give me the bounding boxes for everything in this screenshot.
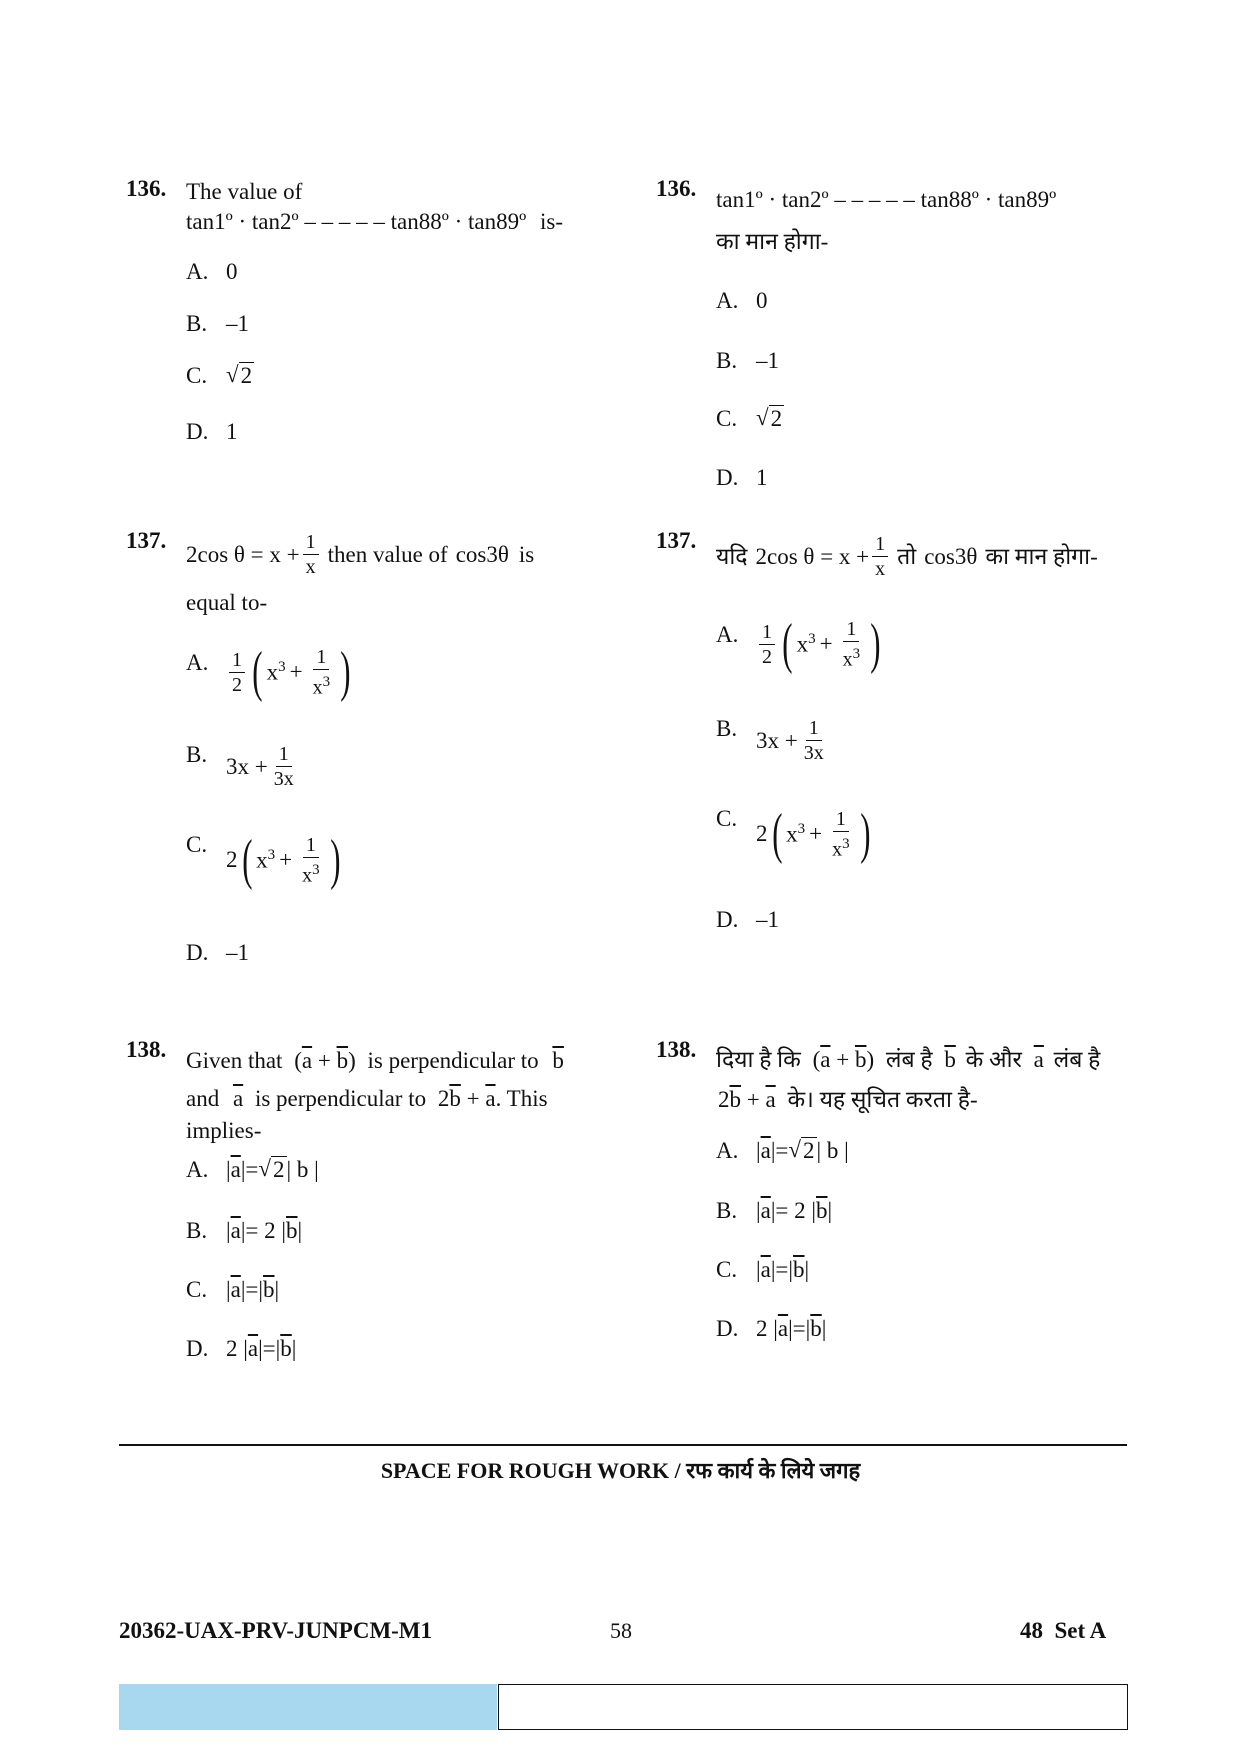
q138-hi-given: दिया है कि [716, 1047, 801, 1072]
q137-option-a-hi[interactable] [716, 613, 885, 675]
option-letter: A. [186, 650, 209, 675]
vector-b: $\overline{b}$ [944, 1047, 956, 1072]
sqrt-radicand: 2 [240, 363, 253, 388]
option-letter: C. [186, 1277, 208, 1302]
q137-stem-hi-to: तो [897, 543, 917, 569]
q136-number-hi: 136. [656, 176, 697, 201]
vector-b: $\overline{b}$ [810, 1316, 822, 1341]
sqrt-radicand: 2 [803, 1138, 815, 1163]
q138-hi-tail: के। यह सूचित करता है- [787, 1087, 978, 1112]
q138-perp2: is perpendicular to [254, 1086, 427, 1111]
option-value: 1 [756, 465, 768, 490]
right-paren: ) [859, 803, 871, 865]
q137-stem-hi-cos: cos3θ [924, 543, 978, 569]
q136-option-d-en[interactable] [186, 419, 238, 445]
option-letter: A. [186, 259, 209, 284]
option-mid: |= [240, 1156, 259, 1182]
q138-hi-lamb: लंब है [885, 1047, 933, 1072]
right-paren: ) [329, 829, 341, 891]
right-paren: ) [340, 641, 351, 703]
vector-b: $\overline{b}$ [552, 1048, 564, 1073]
vector-expr: $2\overline{b} + \overline{a}$ [437, 1086, 496, 1111]
vector-a: $\overline{a}$ [230, 1218, 241, 1243]
fraction-denominator: 2 [232, 673, 242, 696]
option-letter: C. [716, 1257, 738, 1282]
option-mid: |=| [770, 1257, 794, 1282]
vector-b: $\overline{b}$ [793, 1257, 805, 1282]
option-letter: A. [716, 288, 739, 313]
option-letter: D. [716, 465, 739, 490]
sqrt-icon: √ [226, 362, 239, 387]
vector-b: $\overline{b}$ [280, 1336, 292, 1361]
option-letter: D. [186, 419, 209, 444]
option-mid: |= 2 | [770, 1198, 817, 1223]
q137-stem-en-lead: 2cos θ = x + [186, 541, 300, 567]
q137-option-c-hi[interactable] [716, 803, 874, 865]
vector-a: $\overline{a}$ [1033, 1047, 1044, 1072]
fraction-numerator: 1 [843, 617, 859, 642]
vector-b: $\overline{b}$ [286, 1218, 298, 1243]
option-letter: B. [186, 311, 208, 336]
option-letter: B. [716, 348, 738, 373]
q137-stem-hi-fraction [872, 532, 888, 581]
q136-stem-en-math: tan1º · tan2º – – – – – tan88º · tan89º [186, 209, 527, 234]
q137-option-b-hi[interactable] [716, 716, 830, 765]
q137-option-c-en[interactable] [186, 829, 344, 891]
q138-perp: is perpendicular to [367, 1048, 539, 1073]
option-post: | b | [286, 1156, 319, 1182]
left-paren: ( [782, 613, 793, 675]
q137-number-hi: 137. [656, 528, 697, 553]
option-pre: | [756, 1137, 761, 1163]
q138-and: and [186, 1086, 220, 1111]
option-post: | [804, 1257, 810, 1282]
option-value: 0 [756, 288, 768, 313]
q137-option-b-en[interactable] [186, 742, 300, 791]
option-value: –1 [756, 907, 779, 932]
sqrt-icon: √ [756, 405, 769, 430]
option-mid: |= 2 | [240, 1218, 287, 1243]
option-pre: | [756, 1198, 761, 1223]
option-fraction [271, 742, 297, 791]
option-letter: C. [716, 405, 738, 431]
q137-stem-en-mid: then value of [327, 541, 448, 567]
plus-sign: + [279, 847, 293, 872]
fraction-numerator: 1 [806, 716, 822, 741]
q136-option-c-hi[interactable] [716, 405, 784, 432]
option-letter: C. [186, 832, 208, 857]
vector-a: $\overline{a}$ [760, 1137, 771, 1163]
inverse-fraction [840, 617, 864, 672]
x-cubed: $x^3$ [266, 658, 286, 685]
vector-a: $\overline{a}$ [232, 1086, 244, 1111]
q136-option-a-en[interactable] [186, 259, 238, 285]
fraction-numerator: 1 [833, 807, 849, 832]
option-value: –1 [226, 940, 249, 965]
q138-option-a-en[interactable] [186, 1156, 319, 1183]
q137-option-d-en[interactable] [186, 940, 249, 966]
vector-a: $\overline{a}$ [777, 1316, 789, 1341]
option-pre: | [756, 1257, 761, 1282]
fraction-numerator: 1 [276, 742, 292, 767]
footer-blue-bar [119, 1684, 497, 1730]
option-letter: D. [716, 1316, 739, 1341]
vector-expr: $2\overline{b} + \overline{a}$ [718, 1087, 776, 1112]
q138-number-hi: 138. [656, 1037, 697, 1062]
q138-option-d-en[interactable] [186, 1336, 296, 1362]
option-letter: A. [716, 622, 739, 647]
fraction-denominator: x [305, 556, 316, 578]
coefficient-fraction [759, 620, 775, 669]
option-pre: 2 | [756, 1316, 778, 1341]
fraction-denominator: $x^3$ [302, 861, 320, 887]
q137-stem-hi-lead: 2cos θ = x + [755, 543, 870, 569]
q136-number-en: 136. [126, 176, 167, 201]
sqrt-expression [788, 1137, 816, 1164]
q138-this: . This [495, 1086, 548, 1111]
q138-stem-en [186, 1042, 564, 1144]
q136-option-a-hi[interactable] [716, 288, 768, 314]
sqrt-expression [756, 405, 784, 432]
option-letter: B. [186, 1218, 208, 1243]
sqrt-expression [226, 362, 254, 389]
x-cubed: $x^3$ [796, 630, 816, 657]
q136-stem-hi-math: tan1º · tan2º – – – – – tan88º · tan89º [716, 187, 1057, 212]
option-lead: 3x + [756, 727, 798, 753]
plus-sign: + [289, 659, 303, 684]
left-paren: ( [771, 803, 782, 865]
option-fraction [801, 716, 827, 765]
inverse-fraction [310, 645, 334, 700]
option-letter: C. [716, 806, 738, 831]
fraction-denominator: $x^3$ [842, 645, 861, 671]
option-pre: 2 | [226, 1336, 248, 1361]
q138-option-c-hi[interactable] [716, 1257, 809, 1283]
q136-option-b-en[interactable] [186, 311, 249, 337]
q136-stem-hi-tail: का मान होगा- [716, 229, 829, 254]
q138-option-c-en[interactable] [186, 1277, 279, 1303]
option-post: | [274, 1277, 280, 1302]
option-lead: 3x + [226, 753, 268, 779]
q136-option-b-hi[interactable] [716, 348, 779, 374]
q138-implies: implies- [186, 1118, 262, 1143]
sqrt-radicand: 2 [770, 406, 783, 431]
q138-hi-lamb2: लंब है [1053, 1047, 1101, 1072]
option-mid: |=| [240, 1277, 264, 1302]
vector-b: $\overline{b}$ [816, 1198, 828, 1223]
plus-sign: + [809, 821, 823, 846]
q137-stem-en-fraction [303, 530, 319, 579]
sqrt-radicand: 2 [273, 1157, 285, 1182]
q138-stem-hi [716, 1040, 1100, 1120]
option-value: 0 [226, 259, 238, 284]
q138-hi-ke-aur: के और [965, 1047, 1022, 1072]
vector-sum: $(\overline{a} + \overline{b})$ [812, 1047, 875, 1072]
fraction-numerator: 1 [303, 833, 319, 858]
option-letter: C. [186, 362, 208, 388]
option-letter: A. [716, 1137, 739, 1163]
option-letter: B. [716, 1198, 738, 1223]
q137-stem-en-tail: equal to- [186, 590, 268, 615]
q137-stem-en-is: is [518, 541, 535, 567]
q136-stem-en-line1: The value of [186, 179, 303, 204]
coefficient-fraction [229, 648, 245, 697]
vector-a: $\overline{a}$ [247, 1336, 259, 1361]
q137-stem-hi [716, 532, 1098, 581]
x-cubed: $x^3$ [256, 846, 276, 873]
q138-option-b-en[interactable] [186, 1218, 302, 1244]
q137-stem-hi-tail: का मान होगा- [985, 543, 1098, 569]
left-paren: ( [241, 829, 252, 891]
inverse-fraction [299, 833, 323, 888]
q136-stem-en-line2 [186, 208, 563, 236]
option-mid: |= [770, 1137, 789, 1163]
q136-stem-en [186, 178, 563, 236]
footer-code: 20362-UAX-PRV-JUNPCM-M1 [119, 1618, 433, 1643]
fraction-denominator: 2 [762, 645, 772, 668]
option-value: 1 [226, 419, 238, 444]
sqrt-icon: √ [258, 1156, 272, 1181]
fraction-numerator: 1 [229, 648, 245, 673]
option-post: | [297, 1218, 303, 1243]
page-number: 58 [610, 1618, 632, 1643]
rough-work-divider [119, 1444, 1127, 1446]
option-value: –1 [226, 311, 249, 336]
q136-stem-en-tail: is- [540, 209, 563, 234]
x-cubed: $x^3$ [786, 820, 806, 847]
vector-a: $\overline{a}$ [230, 1156, 241, 1182]
sqrt-icon: √ [788, 1137, 802, 1162]
right-paren: ) [870, 613, 881, 675]
fraction-denominator: 3x [273, 768, 294, 790]
fraction-denominator: x [875, 558, 886, 580]
left-paren: ( [252, 641, 263, 703]
rough-work-label: SPACE FOR ROUGH WORK / रफ कार्य के लिये जगह [380, 1458, 861, 1483]
q136-option-c-en[interactable] [186, 362, 254, 389]
option-letter: D. [186, 940, 209, 965]
fraction-denominator: $x^3$ [312, 673, 331, 699]
option-mid: |=| [788, 1316, 811, 1341]
q137-option-d-hi[interactable] [716, 907, 779, 933]
option-letter: B. [186, 742, 208, 767]
vector-a: $\overline{a}$ [230, 1277, 241, 1302]
coefficient: 2 [756, 821, 768, 846]
q138-option-a-hi[interactable] [716, 1137, 849, 1164]
q138-option-b-hi[interactable] [716, 1198, 832, 1224]
fraction-numerator: 1 [303, 530, 319, 555]
option-pre: | [226, 1277, 231, 1302]
option-letter: D. [186, 1336, 209, 1361]
option-post: | [821, 1316, 827, 1341]
vector-b: $\overline{b}$ [263, 1277, 275, 1302]
inverse-fraction [829, 807, 853, 862]
vector-sum: $(\overline{a} + \overline{b})$ [294, 1048, 356, 1073]
set-label: 48 Set A [1020, 1618, 1107, 1643]
option-letter: A. [186, 1156, 209, 1182]
fraction-numerator: 1 [872, 532, 888, 557]
option-post: | [291, 1336, 297, 1361]
option-mid: |=| [258, 1336, 281, 1361]
fraction-denominator: $x^3$ [832, 835, 850, 861]
q136-option-d-hi[interactable] [716, 465, 768, 491]
option-pre: | [226, 1218, 231, 1243]
fraction-denominator: 3x [803, 742, 824, 764]
vector-a: $\overline{a}$ [760, 1198, 771, 1223]
option-pre: | [226, 1156, 231, 1182]
fraction-numerator: 1 [759, 620, 775, 645]
sqrt-expression [258, 1156, 286, 1183]
plus-sign: + [819, 631, 833, 656]
fraction-numerator: 1 [313, 645, 329, 670]
option-letter: D. [716, 907, 739, 932]
q138-given: Given that [186, 1048, 283, 1073]
q137-option-a-en[interactable] [186, 641, 355, 703]
q137-stem-hi-yadi: यदि [716, 543, 748, 569]
q137-number-en: 137. [126, 528, 167, 553]
q138-option-d-hi[interactable] [716, 1316, 826, 1342]
option-post: | [827, 1198, 833, 1223]
vector-a: $\overline{a}$ [760, 1257, 771, 1282]
q137-stem-en-cos: cos3θ [455, 541, 509, 567]
q137-stem-en [186, 530, 534, 617]
option-post: | b | [816, 1137, 849, 1163]
footer-outline-box [498, 1684, 1128, 1730]
option-letter: B. [716, 716, 738, 741]
q138-number-en: 138. [126, 1037, 167, 1062]
option-value: –1 [756, 348, 779, 373]
coefficient: 2 [226, 847, 238, 872]
q136-stem-hi [716, 186, 1056, 256]
